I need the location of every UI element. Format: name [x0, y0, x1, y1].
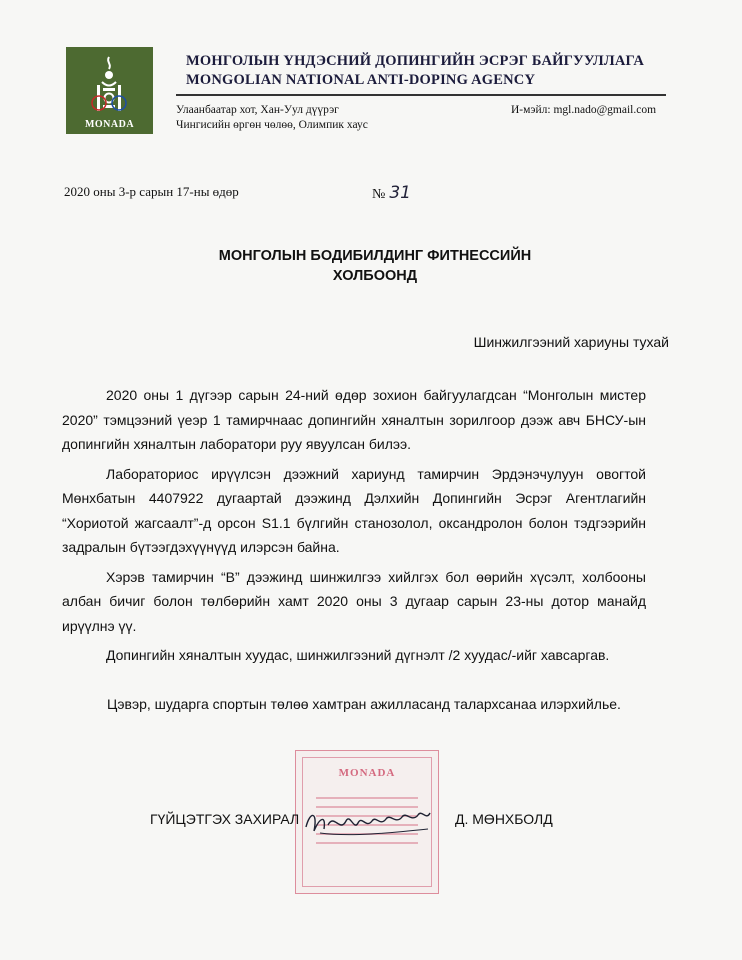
- closing-line: Цэвэр, шударга спортын төлөө хамтран ажилласанд талархсанаа илэрхийлье.: [107, 696, 621, 712]
- recipient-line-1: МОНГОЛЫН БОДИБИЛДИНГ ФИТНЕССИЙН: [218, 248, 532, 264]
- number-sign: №: [372, 187, 386, 202]
- address-line-2: Чингисийн өргөн чөлөө, Олимпик хаус: [176, 119, 368, 131]
- body-paragraph: 2020 оны 1 дүгээр сарын 24-ний өдөр зохион байгуулагдсан “Монголын мистер 2020” тэмцээний үеэр 1 тамирчнаас допингийн хяналтын зорилгоор дээж авч БНСУ-ын допингийн хяналтын лаборатори руу явуулсан билээ.: [62, 387, 646, 452]
- signatory-title: ГҮЙЦЭТГЭХ ЗАХИРАЛ: [150, 811, 300, 827]
- agency-logo: [66, 47, 153, 134]
- letter-date: 2020 оны 3-р сарын 17-ны өдөр: [64, 184, 239, 199]
- signatory-name: Д. МӨНХБОЛД: [455, 811, 553, 827]
- recipient-block: [190, 246, 560, 286]
- handwritten-number: 31: [389, 183, 411, 203]
- letter-subject: Шинжилгээний хариуны тухай: [473, 334, 669, 350]
- organization-name-mongolian: МОНГОЛЫН ҮНДЭСНИЙ ДОПИНГИЙН ЭСРЭГ БАЙГУУЛЛАГА: [186, 53, 645, 69]
- body-paragraph: Допингийн хяналтын хуудас, шинжилгээний дүгнэлт /2 хуудас/-ийг хавсаргав.: [106, 647, 610, 663]
- stamp-text: MONADA: [338, 767, 396, 779]
- letterhead-divider: [176, 94, 666, 96]
- logo-text: MONADA: [84, 119, 135, 130]
- handwritten-signature: [300, 803, 440, 843]
- email-contact: И-мэйл: mgl.nado@gmail.com: [511, 104, 657, 116]
- body-paragraph: Лабораториос ирүүлсэн дээжний хариунд тамирчин Эрдэнэчулуун овогтой Мөнхбатын 4407922 дугаартай дээжинд Дэлхийн Допингийн Эсрэг Агентлагийн “Хориотой жагсаалт”-д орсон S1.1 бүлгийн станозолол, оксандролон болон тэдгээрийн задралын бүтээгдэхүүнүүд илэрсэн байна.: [62, 465, 646, 555]
- organization-name-english: MONGOLIAN NATIONAL ANTI-DOPING AGENCY: [186, 72, 536, 88]
- recipient-line-2: ХОЛБООНД: [332, 268, 418, 284]
- body-paragraph: Хэрэв тамирчин “В” дээжинд шинжилгээ хийлгэх бол өөрийн хүсэлт, холбооны албан бичиг болон төлбөрийн хамт 2020 оны 3 дугаар сарын 23-ны дотор манайд ирүүлнэ үү.: [62, 568, 646, 634]
- address-line-1: Улаанбаатар хот, Хан-Уул дүүрэг: [176, 104, 339, 116]
- letter-number: [372, 183, 411, 203]
- letter-body: [62, 383, 646, 673]
